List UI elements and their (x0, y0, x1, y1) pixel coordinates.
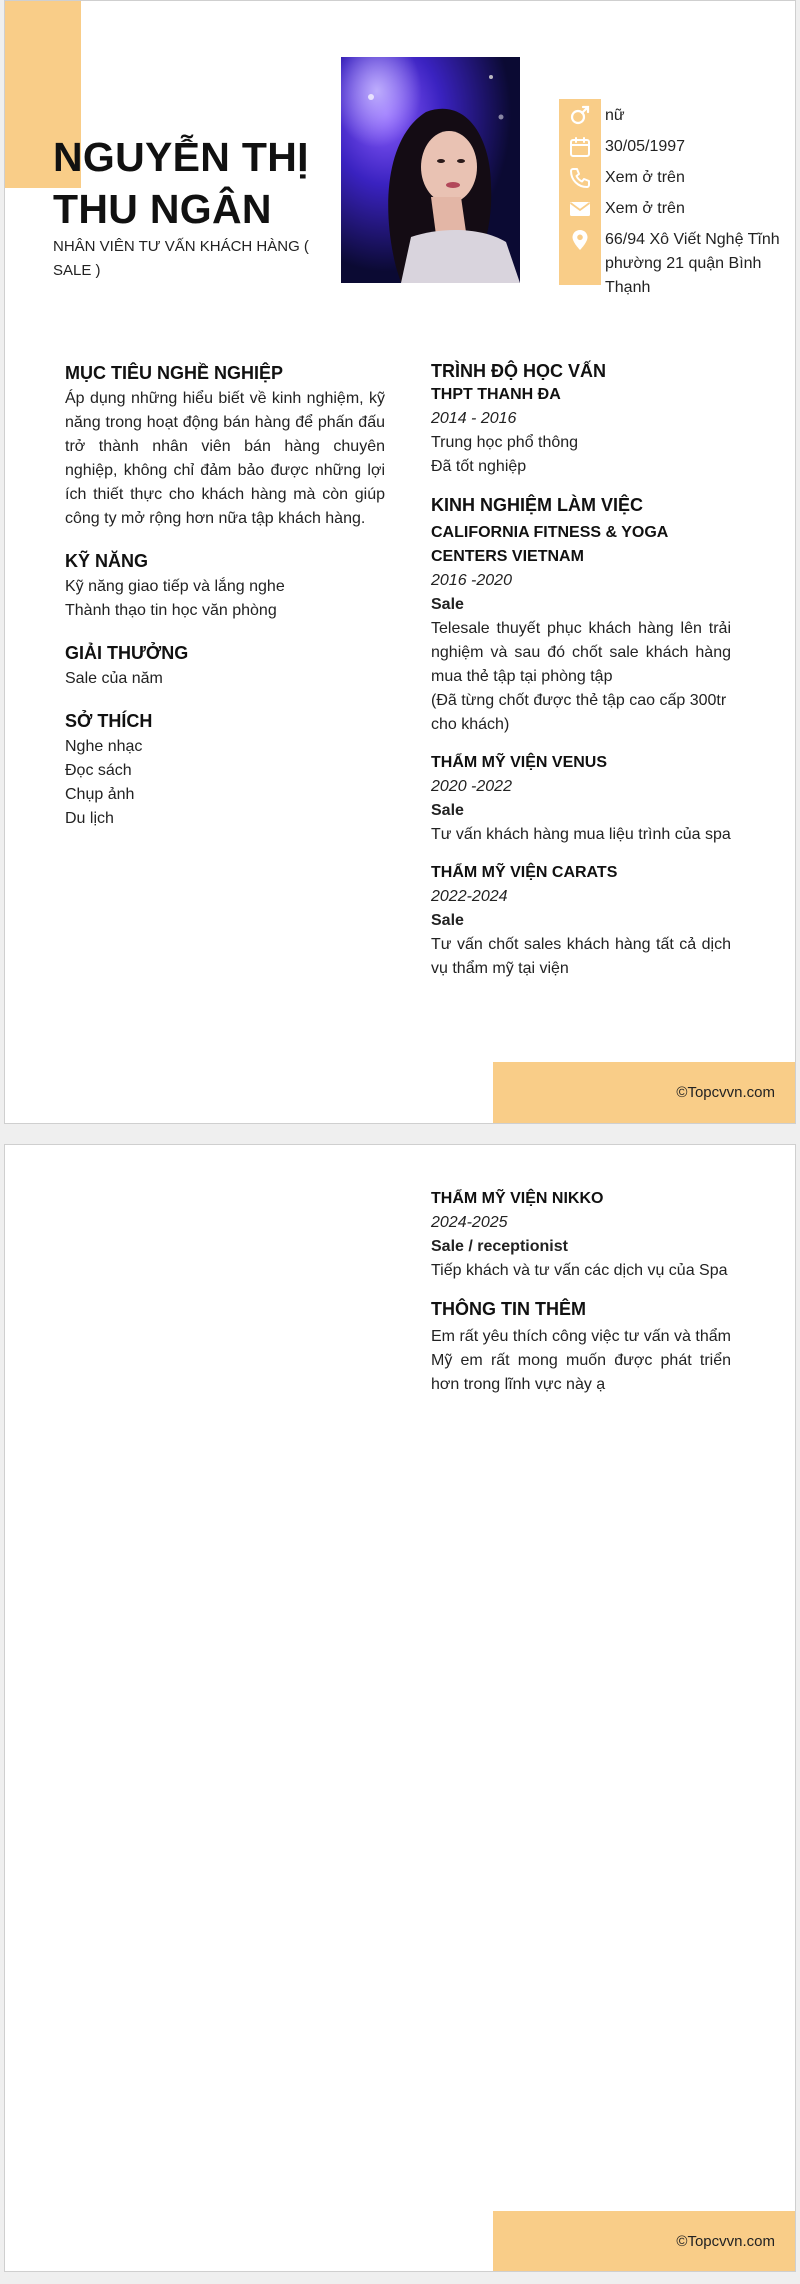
hobby-item: Du lịch (65, 810, 114, 827)
job-company: THẨM MỸ VIỆN NIKKO (431, 1190, 604, 1207)
contact-gender (559, 101, 796, 131)
job-description: Tiếp khách và tư vấn các dịch vụ của Spa (431, 1262, 728, 1279)
candidate-job-title: NHÂN VIÊN TƯ VẤN KHÁCH HÀNG ( SALE ) (53, 238, 309, 279)
job-period: 2016 -2020 (431, 572, 512, 589)
job-note: (Đã từng chốt được thẻ tập cao cấp 300tr cho khách) (431, 692, 727, 733)
hobby-item: Chụp ảnh (65, 786, 135, 803)
skills-title: KỸ NĂNG (65, 551, 149, 571)
skill-item: Kỹ năng giao tiếp và lắng nghe (65, 578, 285, 595)
skill-item: Thành thạo tin học văn phòng (65, 602, 277, 619)
right-column-continued (431, 1187, 731, 1397)
awards-title: GIẢI THƯỞNG (65, 643, 189, 663)
job-entry (431, 751, 731, 847)
objective-title: MỤC TIÊU NGHỀ NGHIỆP (65, 363, 284, 383)
job-role: Sale / receptionist (431, 1238, 568, 1255)
education-title: TRÌNH ĐỘ HỌC VẤN (431, 361, 606, 381)
skills-section (65, 549, 385, 623)
additional-title: THÔNG TIN THÊM (431, 1299, 586, 1319)
contact-address (559, 225, 796, 300)
footer-bar (493, 2211, 795, 2272)
award-item: Sale của năm (65, 670, 163, 687)
experience-section (431, 493, 731, 981)
job-company: CALIFORNIA FITNESS & YOGA CENTERS VIETNAM (431, 524, 668, 565)
mail-icon (559, 194, 601, 224)
job-period: 2020 -2022 (431, 778, 512, 795)
job-entry (431, 1187, 731, 1283)
additional-section (431, 1297, 731, 1397)
additional-text: Em rất yêu thích công việc tư vấn và thẩm Mỹ em rất mong muốn được phát triển hơn trong lĩnh vực này ạ (431, 1328, 731, 1393)
footer-bar (493, 1062, 795, 1124)
job-company: THẨM MỸ VIỆN CARATS (431, 864, 618, 881)
gender-value: nữ (605, 107, 625, 124)
cv-page-1 (4, 0, 796, 1124)
experience-title: KINH NGHIỆM LÀM VIỆC (431, 495, 644, 515)
objective-text: Áp dụng những hiểu biết về kinh nghiệm, kỹ năng trong hoạt động bán hàng để phấn đấu trở thành nhân viên bán hàng chuyên nghiệp, không chỉ đảm bảo được những lợi ích thiết thực cho khách hàng mà còn giúp công ty mở rộng hơn nữa tập khách hàng. (65, 390, 385, 527)
location-pin-icon (559, 225, 601, 255)
contact-email (559, 194, 796, 224)
footer-brand: ©Topcvvn.com (676, 2233, 775, 2250)
phone-icon (559, 163, 601, 193)
objective-section (65, 361, 385, 531)
birthday-value: 30/05/1997 (605, 138, 686, 155)
education-status: Đã tốt nghiệp (431, 458, 527, 475)
job-entry (431, 861, 731, 981)
email-value: Xem ở trên (605, 200, 685, 217)
candidate-name: NGUYỄN THỊ THU NGÂN (53, 134, 309, 232)
job-role: Sale (431, 912, 464, 929)
right-column (431, 359, 731, 995)
gender-icon (559, 101, 601, 131)
awards-section (65, 641, 385, 691)
hobbies-section (65, 709, 385, 831)
job-description: Tư vấn khách hàng mua liệu trình của spa (431, 826, 731, 843)
address-value: 66/94 Xô Viết Nghệ Tĩnh phường 21 quận Bình Thạnh (605, 231, 780, 296)
education-section (431, 359, 731, 479)
contact-phone (559, 163, 796, 193)
job-role: Sale (431, 802, 464, 819)
footer-brand: ©Topcvvn.com (676, 1084, 775, 1101)
profile-photo (341, 57, 520, 283)
job-company: THẨM MỸ VIỆN VENUS (431, 754, 608, 771)
left-column (65, 361, 385, 847)
education-level: Trung học phổ thông (431, 434, 579, 451)
hobby-item: Đọc sách (65, 762, 132, 779)
calendar-icon (559, 132, 601, 162)
job-entry (431, 521, 731, 737)
job-period: 2024-2025 (431, 1214, 508, 1231)
job-role: Sale (431, 596, 464, 613)
education-school: THPT THANH ĐA (431, 386, 561, 403)
cv-page-2 (4, 1144, 796, 2272)
job-description: Tư vấn chốt sales khách hàng tất cả dịch vụ thẩm mỹ tại viện (431, 936, 731, 977)
hobby-item: Nghe nhạc (65, 738, 143, 755)
job-period: 2022-2024 (431, 888, 508, 905)
contact-birthday (559, 132, 796, 162)
education-period: 2014 - 2016 (431, 410, 517, 427)
job-description: Telesale thuyết phục khách hàng lên trải nghiệm và sau đó chốt sale khách hàng mua thẻ tập tại phòng tập (431, 620, 731, 685)
hobbies-title: SỞ THÍCH (65, 711, 153, 731)
phone-value: Xem ở trên (605, 169, 685, 186)
